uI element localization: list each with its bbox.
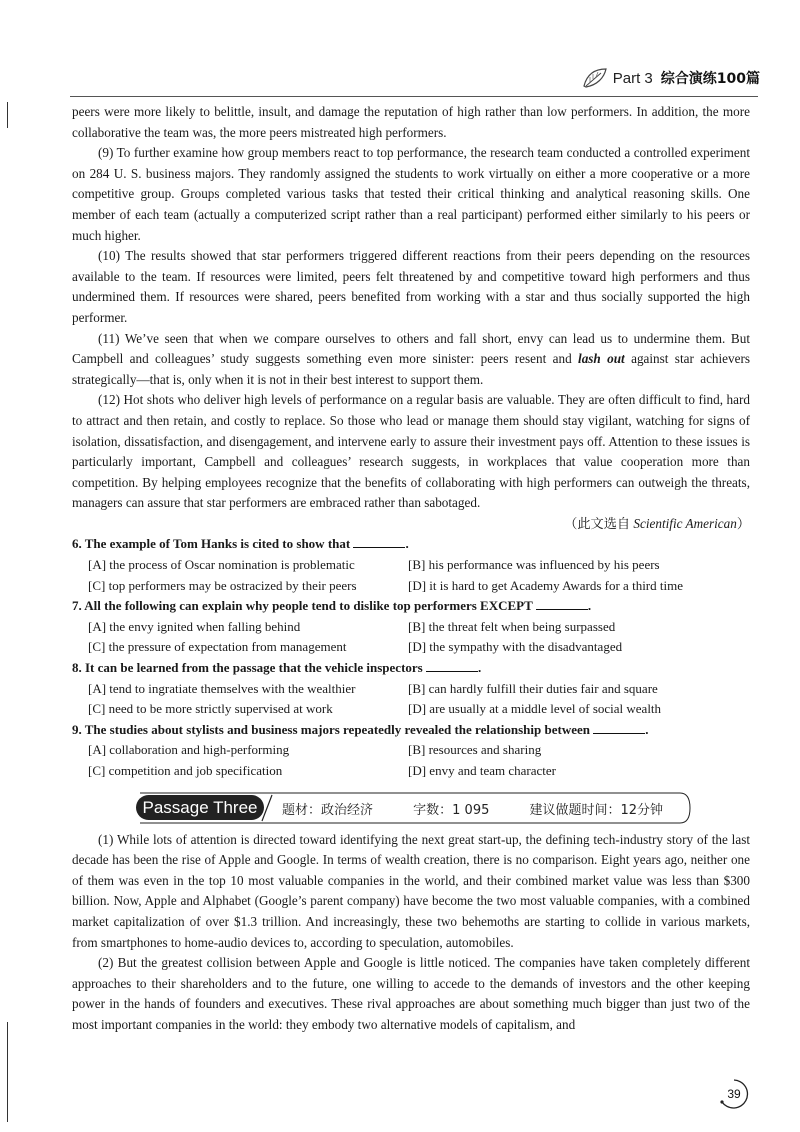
paragraph-12: (12) Hot shots who deliver high levels of performance on a regular basis are valuable. They are often difficult to find, hard to attract and then retain, and costly to replace. So those who lead or manage them should stay vigilant, watching for signs of isolation, dissatisfaction, and disengagement, and intervene early to assure their investment pays off. Attention to these issues is particularly important, Campbell and colleagues’ research suggests, in workplaces that value cooperation more than competition. By helping employees recognize that the benefits of collaborating with high performers can outweigh the threats, managers can assure that star performers are embraced rather than sabotaged. xyxy=(72,392,750,511)
paragraph-10: (10) The results showed that star performers triggered different reactions from their peers depending on the resources available to the team. If resources were limited, peers felt threatened by and competitive toward high performers and thus undermined them. If resources were shared, peers benefited from working with a star and thus socially supported the high performer. xyxy=(72,248,750,325)
passage-banner xyxy=(132,792,692,824)
question-stem-text: 6. The example of Tom Hanks is cited to show that xyxy=(72,536,351,552)
option-d[interactable]: [D] it is hard to get Academy Awards for a third time xyxy=(408,577,683,593)
binding-mark xyxy=(7,102,8,128)
question-9 xyxy=(72,720,750,782)
header-rule xyxy=(70,96,758,97)
passage-word-count: 字数：1 095 xyxy=(413,802,490,818)
leaf-icon xyxy=(581,66,609,90)
option-c[interactable]: [C] need to be more strictly supervised at work xyxy=(88,701,333,717)
question-stem xyxy=(72,720,750,741)
paragraph-continued: peers were more likely to belittle, insult, and damage the reputation of high rather than low performers. In addition, the more collaborative the team was, the more peers mistreated high performers. xyxy=(72,104,750,140)
p3-paragraph-2: (2) But the greatest collision between Apple and Google is little noticed. The companies have taken completely different approaches to their shareholders and to the future, one willing to accede to the demands of investors and the other keeping power in the hands of founders and executives. These rival approaches are about something much bigger than just two of the most important companies in the world: they embody two alternative models of capitalism, and xyxy=(72,955,750,1032)
source-suffix: ） xyxy=(736,515,750,531)
question-stem-end: . xyxy=(587,598,592,614)
source-prefix: （此文选自 xyxy=(564,515,634,531)
question-stem-text: 9. The studies about stylists and business majors repeatedly revealed the relationship between xyxy=(72,721,590,737)
question-stem xyxy=(72,596,750,617)
page-number-badge xyxy=(718,1078,750,1110)
option-d[interactable]: [D] envy and team character xyxy=(408,763,556,778)
option-a[interactable]: [A] the envy ignited when falling behind xyxy=(88,618,301,634)
option-c[interactable]: [C] competition and job specification xyxy=(88,763,283,778)
source-name: Scientific American xyxy=(633,515,737,531)
question-8 xyxy=(72,658,750,720)
option-b[interactable]: [B] the threat felt when being surpassed xyxy=(408,618,616,634)
option-b[interactable]: [B] can hardly fulfill their duties fair and square xyxy=(408,680,658,696)
source-citation xyxy=(72,514,750,535)
question-stem-end: . xyxy=(477,660,482,676)
options xyxy=(72,679,750,720)
option-c[interactable]: [C] the pressure of expectation from management xyxy=(88,639,347,655)
question-stem xyxy=(72,658,750,679)
question-stem-text: 8. It can be learned from the passage that the vehicle inspectors xyxy=(72,660,423,676)
paragraph-9: (9) To further examine how group members react to top performance, the research team conducted a controlled experiment on 284 U. S. business majors. They randomly assigned the students to work virtually on either a more cooperative or a more competitive group. Groups completed various tasks that tested their critical thinking and analytical reasoning skills. One member of each team (actually a computerized script rather than a real participant) performed either similarly to his peers or much higher. xyxy=(72,145,750,243)
passage-topic: 题材：政治经济 xyxy=(282,802,374,818)
page-number: 39 xyxy=(727,1087,741,1101)
options xyxy=(72,617,750,658)
section-label: 综合演练100篇 xyxy=(660,71,760,87)
question-6 xyxy=(72,534,750,596)
option-a[interactable]: [A] the process of Oscar nomination is problematic xyxy=(88,557,355,573)
answer-blank[interactable] xyxy=(353,535,405,548)
passage-meta xyxy=(282,799,699,818)
emphasis-lash-out: lash out xyxy=(578,351,625,367)
question-stem-text: 7. All the following can explain why people tend to dislike top performers EXCEPT xyxy=(72,598,533,614)
option-a[interactable]: [A] tend to ingratiate themselves with the wealthier xyxy=(88,680,356,696)
binding-mark xyxy=(7,1022,8,1122)
passage-title: Passage Three xyxy=(136,795,264,820)
part-label: Part 3 xyxy=(612,69,653,87)
passage-suggested-time: 建议做题时间：12分钟 xyxy=(529,802,664,818)
option-d[interactable]: [D] are usually at a middle level of social wealth xyxy=(408,701,662,717)
running-header xyxy=(581,66,760,90)
question-7 xyxy=(72,596,750,658)
paragraph-11 xyxy=(72,329,750,391)
paragraph-11-text: (11) We’ve seen that when we compare ourselves to others and fall short, envy can lead us to undermine them. But Campbell and colleagues’ study suggests something even more sinister: peers resent and xyxy=(72,330,750,367)
question-stem-end: . xyxy=(405,536,409,552)
option-a[interactable]: [A] collaboration and high-performing xyxy=(88,742,290,758)
answer-blank[interactable] xyxy=(536,597,588,610)
page-body xyxy=(72,102,750,1036)
option-d[interactable]: [D] the sympathy with the disadvantaged xyxy=(408,639,623,655)
p3-paragraph-1: (1) While lots of attention is directed toward identifying the next great start-up, the defining tech-industry story of the last decade has been the rise of Apple and Google. In terms of wealth creation, there is no comparison. Eight years ago, neither one of them was even in the top 10 most valuable companies in the world, and their combined market value was less than $300 billion. Now, Apple and Alphabet (Google’s parent company) have become the two most valuable companies, with a combined market capitalization of over $1.3 trillion. And increasingly, these two behemoths are starting to collide in various markets, from smartphones to home-audio devices to, according to speculation, automobiles. xyxy=(72,831,750,950)
options xyxy=(72,555,750,596)
option-b[interactable]: [B] his performance was influenced by his peers xyxy=(408,557,660,573)
option-c[interactable]: [C] top performers may be ostracized by their peers xyxy=(88,577,357,593)
options xyxy=(72,740,750,781)
option-b[interactable]: [B] resources and sharing xyxy=(408,742,542,758)
paragraph-11-text-end: against star achievers strategically—that is, only when it is not in their best interest to support them. xyxy=(72,351,751,387)
answer-blank[interactable] xyxy=(426,659,478,672)
question-stem-end: . xyxy=(645,721,649,737)
question-stem xyxy=(72,534,750,555)
answer-blank[interactable] xyxy=(593,721,645,734)
